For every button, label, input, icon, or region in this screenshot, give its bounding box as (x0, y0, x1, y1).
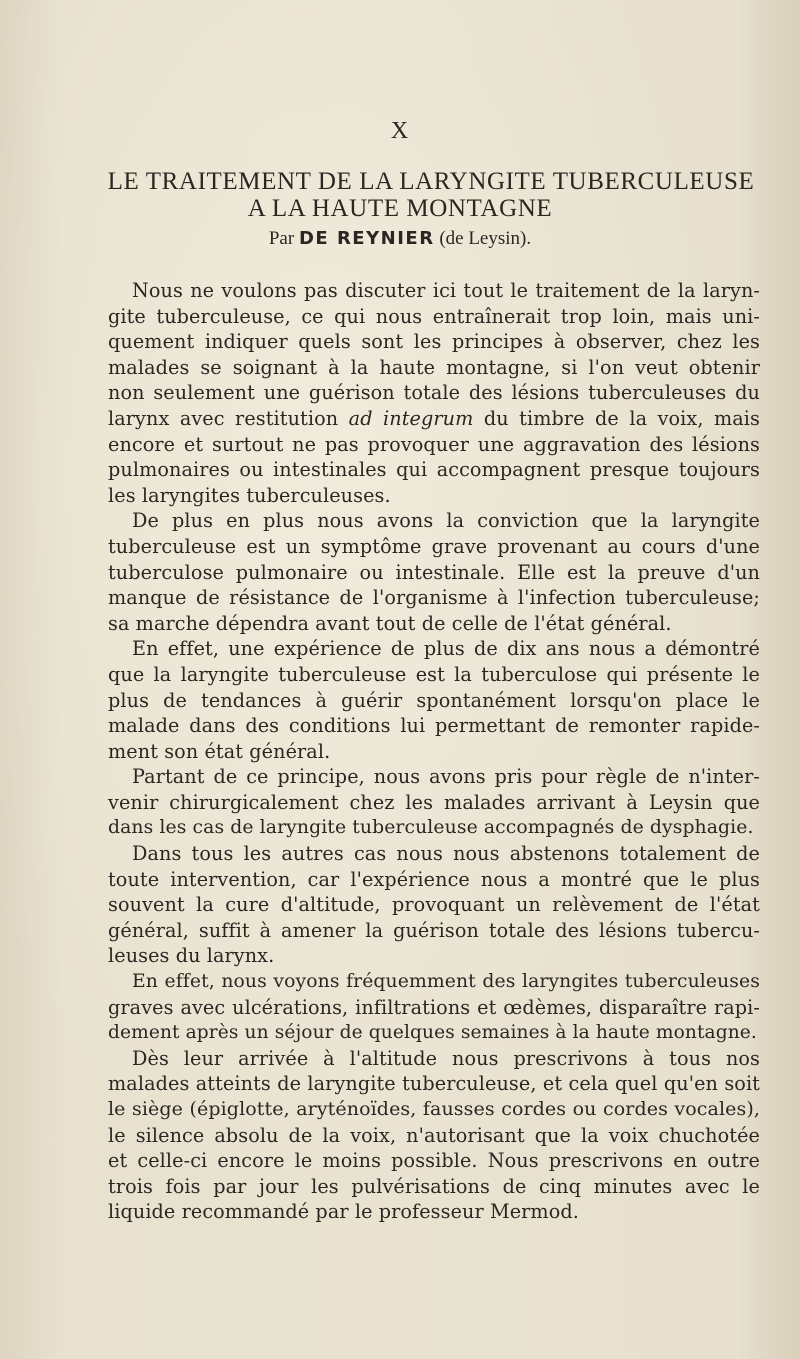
text-line: tuberculose pulmonaire ou intestinale. Elle est la preuve d'un (108, 560, 760, 584)
author-affiliation: (de Leysin). (439, 228, 532, 249)
paragraph (108, 969, 760, 1046)
text-line: dement après un séjour de quelques semaines à la haute montagne. (108, 1022, 757, 1044)
text-line: graves avec ulcérations, infiltrations et œdèmes, disparaître rapi- (108, 995, 760, 1019)
text-line: souvent la cure d'altitude, provoquant un relèvement de l'état (108, 893, 760, 917)
article-title-line-1: LE TRAITEMENT DE LA LARYNGITE TUBERCULEUSE (107, 168, 755, 195)
text-line: ment son état général. (108, 739, 331, 763)
text-line: sa marche dépendra avant tout de celle de l'état général. (108, 611, 672, 635)
italic-phrase: ad integrum (348, 406, 474, 430)
article-title-line-2: A LA HAUTE MONTAGNE (247, 195, 553, 222)
paragraph (108, 841, 760, 969)
text-line: trois fois par jour les pulvérisations de cinq minutes avec le (108, 1174, 760, 1198)
text-line: venir chirurgicalement chez les malades arrivant à Leysin que (108, 790, 760, 814)
text-line: leuses du larynx. (108, 944, 275, 968)
text-line: général, suffit à amener la guérison totale des lésions tubercu- (108, 918, 760, 942)
text-line: et celle-ci encore le moins possible. Nous prescrivons en outre (108, 1149, 760, 1173)
text-line: toute intervention, car l'expérience nous a montré que le plus (108, 867, 760, 891)
text-line: quement indiquer quels sont les principes à observer, chez les (108, 330, 760, 354)
paragraph (108, 1046, 760, 1225)
text-line: tuberculeuse est un symptôme grave provenant au cours d'une (108, 534, 760, 558)
text-line: En effet, une expérience de plus de dix ans nous a démontré (132, 637, 760, 661)
text-line: que la laryngite tuberculeuse est la tuberculose qui présente le (108, 662, 760, 686)
text-line: le silence absolu de la voix, n'autorisant que la voix chuchotée (108, 1123, 760, 1147)
text-line: En effet, nous voyons fréquemment des laryngites tuberculeuses (132, 971, 760, 993)
chapter-number: X (390, 118, 410, 144)
byline (0, 229, 800, 248)
text-line: malades atteints de laryngite tuberculeuse, et cela quel qu'en soit (108, 1072, 760, 1096)
text-segment: larynx avec restitution (108, 406, 349, 430)
text-line: les laryngites tuberculeuses. (108, 483, 391, 507)
byline-prefix: Par (268, 228, 295, 249)
text-line: malade dans des conditions lui permettant de remonter rapide- (108, 714, 760, 738)
paragraph (108, 278, 760, 508)
text-line: encore et surtout ne pas provoquer une aggravation des lésions (108, 432, 760, 456)
text-line: malades se soignant à la haute montagne, si l'on veut obtenir (108, 355, 760, 379)
text-line: Dans tous les autres cas nous nous abstenons totalement de (132, 842, 760, 866)
paragraph (108, 764, 760, 841)
text-line: le siège (épiglotte, aryténoïdes, fausses cordes ou cordes vocales), (108, 1098, 760, 1120)
text-line: plus de tendances à guérir spontanément lorsqu'on place le (108, 688, 760, 712)
paragraph (108, 636, 760, 764)
text-line: De plus en plus nous avons la conviction que la laryngite (132, 509, 760, 533)
body-text (108, 278, 760, 1225)
text-segment: du timbre de la voix, mais (473, 406, 760, 430)
text-line: Nous ne voulons pas discuter ici tout le traitement de la laryn- (132, 279, 760, 302)
text-line: Partant de ce principe, nous avons pris pour règle de n'inter- (132, 765, 760, 789)
text-line: gite tuberculeuse, ce qui nous entraînerait trop loin, mais uni- (108, 304, 760, 328)
paragraph (108, 508, 760, 636)
text-line: dans les cas de laryngite tuberculeuse accompagnés de dysphagie. (108, 817, 754, 839)
text-line: Dès leur arrivée à l'altitude nous prescrivons à tous nos (132, 1046, 760, 1070)
text-line: pulmonaires ou intestinales qui accompagnent presque toujours (108, 458, 760, 482)
text-line: manque de résistance de l'organisme à l'infection tuberculeuse; (108, 586, 760, 610)
author-name: DE REYNIER (298, 228, 435, 249)
text-line (108, 406, 760, 432)
text-line: liquide recommandé par le professeur Mermod. (108, 1200, 579, 1224)
text-line: non seulement une guérison totale des lésions tuberculeuses du (108, 381, 760, 405)
